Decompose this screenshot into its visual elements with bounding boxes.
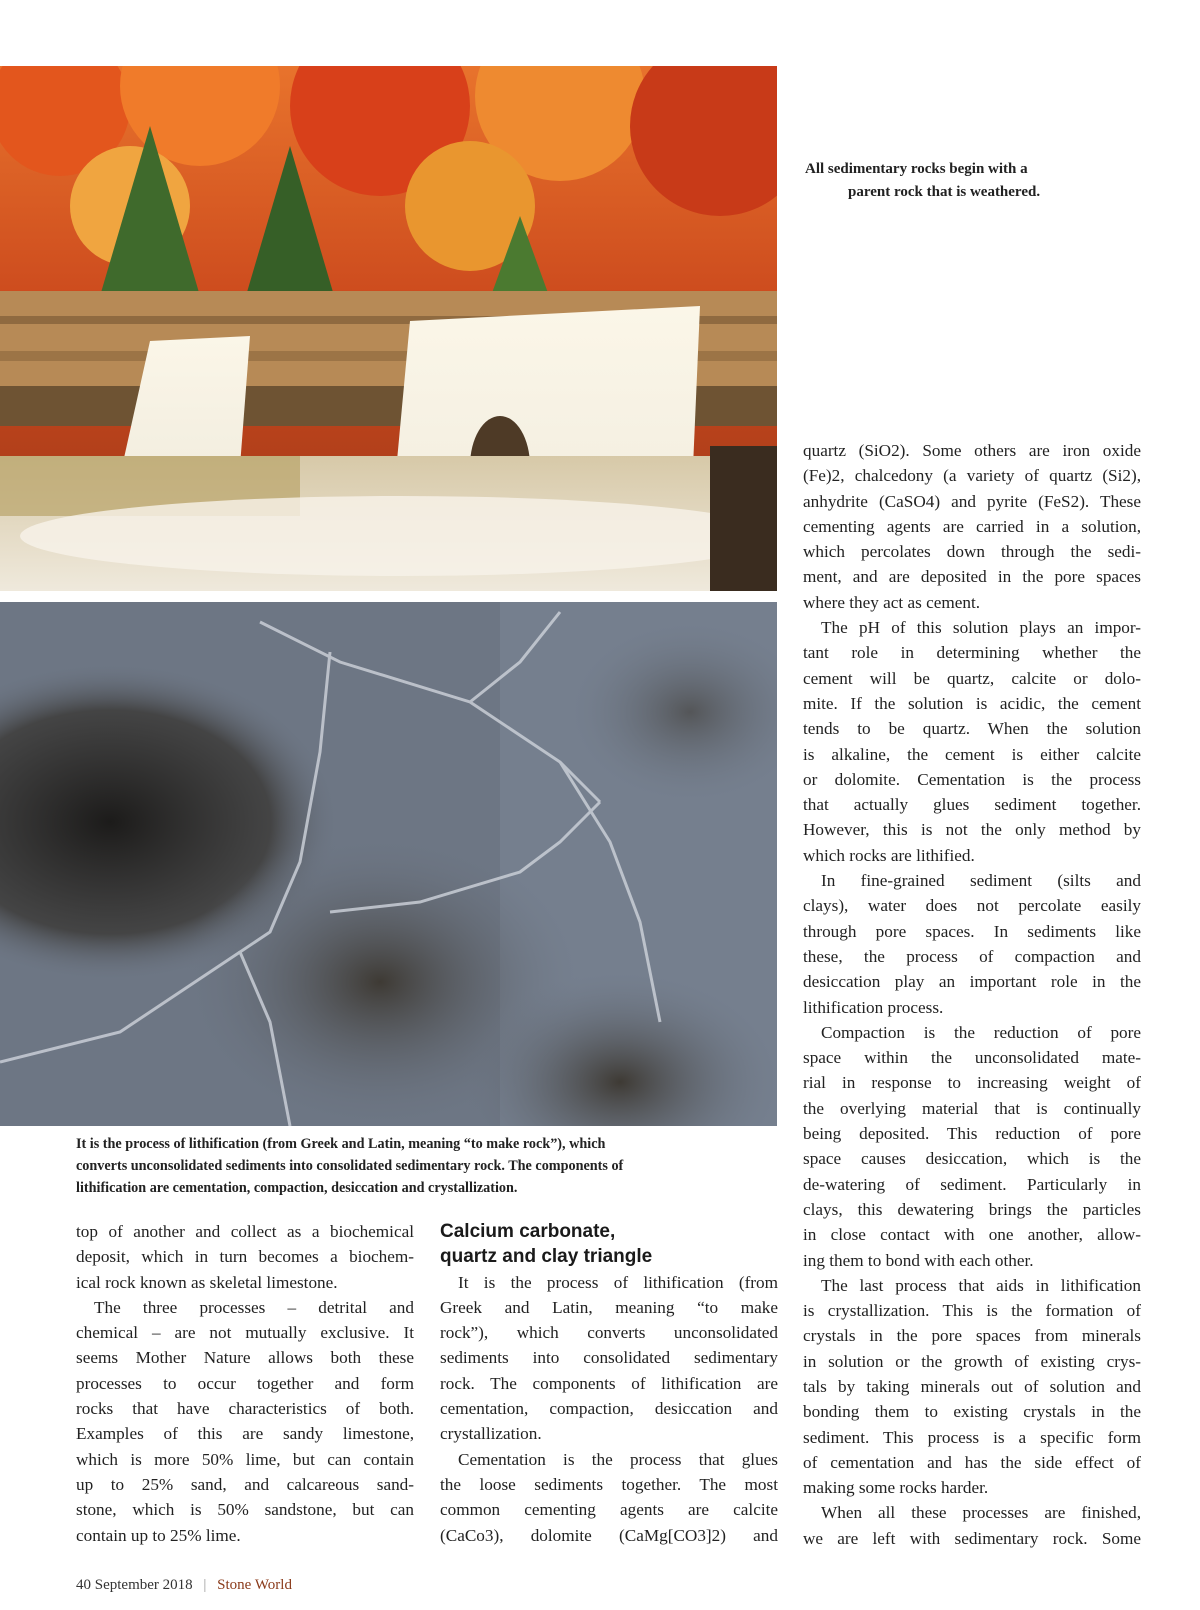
caption-line: lithification are cementation, compaction, desiccation and crystallization. [76,1180,518,1196]
text-line: (Fe)2, chalcedony (a variety of quartz (Si2), [803,466,1141,486]
text-line: in solution or the growth of existing crys- [803,1351,1141,1371]
text-line: desiccation play an important role in the [803,972,1141,992]
text-line: crystals in the pore spaces from minerals [803,1326,1141,1346]
footer-separator: | [203,1577,207,1593]
page-number: 40 [76,1577,91,1593]
text-line: sediments into consolidated sedimentary [440,1348,778,1368]
text-line: these, the process of compaction and [803,946,1141,966]
text-line: anhydrite (CaSO4) and pyrite (FeS2). These [803,491,1141,511]
top-photo-caption [805,158,1105,204]
waterfall-photo [0,66,777,591]
text-line: deposit, which in turn becomes a biochem- [76,1247,414,1267]
text-line: stone, which is 50% sandstone, but can [76,1500,414,1520]
text-line: de-watering of sediment. Particularly in [803,1174,1141,1194]
text-line: the loose sediments together. The most [440,1474,778,1494]
waterfall-image [0,66,777,591]
text-line: quartz (SiO2). Some others are iron oxide [803,441,1141,460]
text-line: space causes desiccation, which is the [803,1149,1141,1169]
text-line: ical rock known as skeletal limestone. [76,1272,338,1292]
text-line: up to 25% sand, and calcareous sand- [76,1474,414,1494]
text-line: However, this is not the only method by [803,820,1141,840]
body-column-1 [76,1219,414,1548]
text-line: space within the unconsolidated mate- [803,1048,1141,1068]
text-line: is alkaline, the cement is either calcite [803,744,1141,764]
text-line: Greek and Latin, meaning “to make [440,1297,778,1317]
text-line: crystallization. [440,1424,542,1444]
bottom-photo-caption [76,1133,776,1199]
text-line: which is more 50% lime, but can contain [76,1449,414,1469]
text-line: lithification process. [803,997,944,1017]
rock-surface-photo [0,602,777,1126]
text-line: making some rocks harder. [803,1478,989,1498]
text-line: cement will be quartz, calcite or dolo- [803,668,1141,688]
text-line: being deposited. This reduction of pore [803,1124,1141,1144]
text-line: Cementation is the process that glues [458,1449,778,1469]
text-line: clays), water does not percolate easily [803,896,1141,916]
text-line: (CaCo3), dolomite (CaMg[CO3]2) and [440,1525,778,1545]
text-line: the overlying material that is continually [803,1098,1141,1118]
text-line: ment, and are deposited in the pore spaces [803,567,1141,587]
text-line: which rocks are lithified. [803,845,975,865]
section-heading: quartz and clay triangle [440,1246,653,1268]
text-line: that actually glues sediment together. [803,795,1141,815]
text-line: It is the process of lithification (from [458,1272,778,1292]
magazine-name: Stone World [217,1577,292,1593]
text-line: seems Mother Nature allows both these [76,1348,414,1368]
text-line: bonding them to existing crystals in the [803,1402,1141,1422]
text-line: clays, this dewatering brings the particles [803,1199,1141,1219]
text-line: The pH of this solution plays an impor- [821,618,1141,638]
text-line: which percolates down through the sedi- [803,542,1141,562]
text-line: cementing agents are carried in a solution, [803,516,1141,536]
body-column-3 [803,438,1141,1551]
text-line: The three processes – detrital and [94,1297,414,1317]
text-line: rock”), which converts unconsolidated [440,1323,778,1343]
text-line: tals by taking minerals out of solution and [803,1376,1141,1396]
text-line: rial in response to increasing weight of [803,1073,1141,1093]
text-line: top of another and collect as a biochemical [76,1222,414,1241]
text-line: where they act as cement. [803,592,981,612]
text-line: processes to occur together and form [76,1373,414,1393]
text-line: sediment. This process is a specific form [803,1427,1141,1447]
text-line: When all these processes are finished, [821,1503,1141,1523]
issue-date: September 2018 [94,1577,193,1593]
caption-line: It is the process of lithification (from Greek and Latin, meaning “to make rock”), which [76,1136,606,1152]
text-line: In fine-grained sediment (silts and [821,871,1141,891]
text-line: in close contact with one another, allow- [803,1225,1141,1245]
text-line: ing them to bond with each other. [803,1250,1034,1270]
text-line: chemical – are not mutually exclusive. It [76,1323,414,1343]
text-line: of cementation and has the side effect of [803,1452,1141,1472]
caption-line: All sedimentary rocks begin with a [805,161,1028,177]
caption-line: converts unconsolidated sediments into consolidated sedimentary rock. The components of [76,1158,624,1174]
text-line: we are left with sedimentary rock. Some [803,1528,1141,1548]
text-line: is crystallization. This is the formation of [803,1301,1141,1321]
text-line: tant role in determining whether the [803,643,1141,663]
page-footer [76,1577,292,1594]
text-line: tends to be quartz. When the solution [803,719,1141,739]
text-line: through pore spaces. In sediments like [803,921,1141,941]
caption-line: parent rock that is weathered. [848,184,1041,200]
text-line: Compaction is the reduction of pore [821,1022,1141,1042]
text-line: The last process that aids in lithification [821,1275,1141,1295]
text-line: common cementing agents are calcite [440,1500,778,1520]
text-line: Examples of this are sandy limestone, [76,1424,414,1444]
text-line: contain up to 25% lime. [76,1525,241,1545]
rock-surface-image [0,602,777,1126]
text-line: mite. If the solution is acidic, the cement [803,693,1141,713]
text-line: rocks that have characteristics of both. [76,1399,414,1419]
text-line: or dolomite. Cementation is the process [803,769,1141,789]
section-heading: Calcium carbonate, [440,1221,616,1242]
body-column-2 [440,1219,778,1548]
text-line: rock. The components of lithification are [440,1373,778,1393]
text-line: cementation, compaction, desiccation and [440,1399,778,1419]
